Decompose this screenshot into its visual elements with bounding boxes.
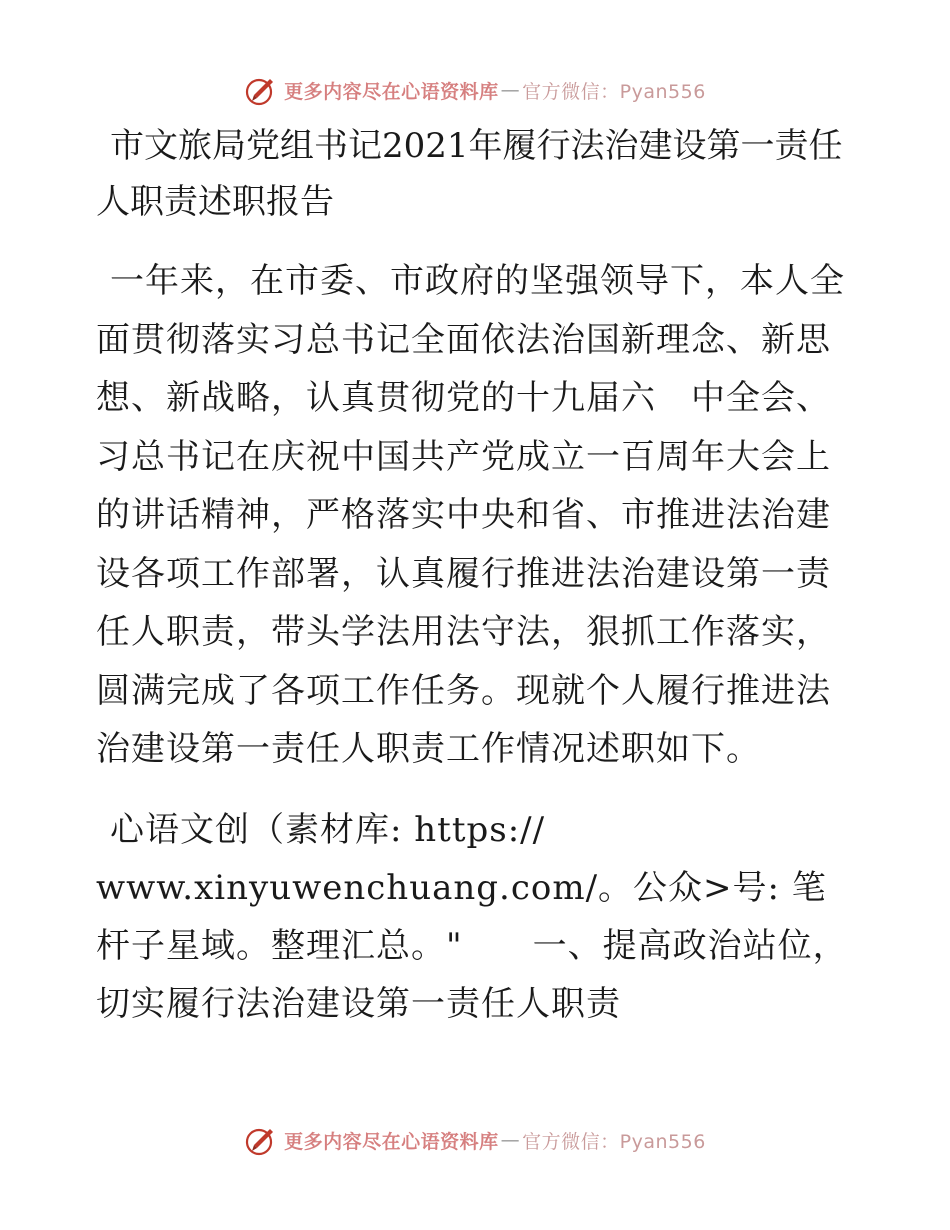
banner-brand-text: 更多内容尽在心语资料库: [284, 1130, 499, 1153]
header-watermark-banner: [0, 70, 950, 110]
banner-wechat-text: 官方微信：Pyan556: [522, 1130, 706, 1153]
banner-brand-text: 更多内容尽在心语资料库: [284, 80, 499, 103]
document-body: [96, 118, 856, 1033]
document-title: 市文旅局党组书记2021年履行法治建设第一责任人职责述职报告: [96, 126, 843, 222]
banner-wechat-text: 官方微信：Pyan556: [522, 80, 706, 103]
pen-logo-icon: [244, 73, 278, 107]
body-paragraph-source: 心语文创（素材库: https:// www.xinyuwenchuang.com/。公众>号: 笔杆子星域。整理汇总。" 一、提高政治站位，切实履行法治建设第一责任人职责: [96, 809, 848, 1024]
banner-dash: —: [500, 1129, 521, 1151]
pen-logo-icon: [244, 1123, 278, 1157]
footer-watermark-banner: [0, 1120, 950, 1160]
banner-dash: —: [500, 79, 521, 101]
body-paragraph-intro: 一年来，在市委、市政府的坚强领导下，本人全面贯彻落实习总书记全面依法治国新理念、新思想、新战略，认真贯彻党的十九届六 中全会、习总书记在庆祝中国共产党成立一百周年大会上的讲话精神，严格落实中央和省、市推进法治建设各项工作部署，认真履行推进法治建设第一责任人职责，带头学法用法守法，狠抓工作落实，圆满完成了各项工作任务。现就个人履行推进法治建设第一责任人职责工作情况述职如下。: [96, 261, 845, 769]
